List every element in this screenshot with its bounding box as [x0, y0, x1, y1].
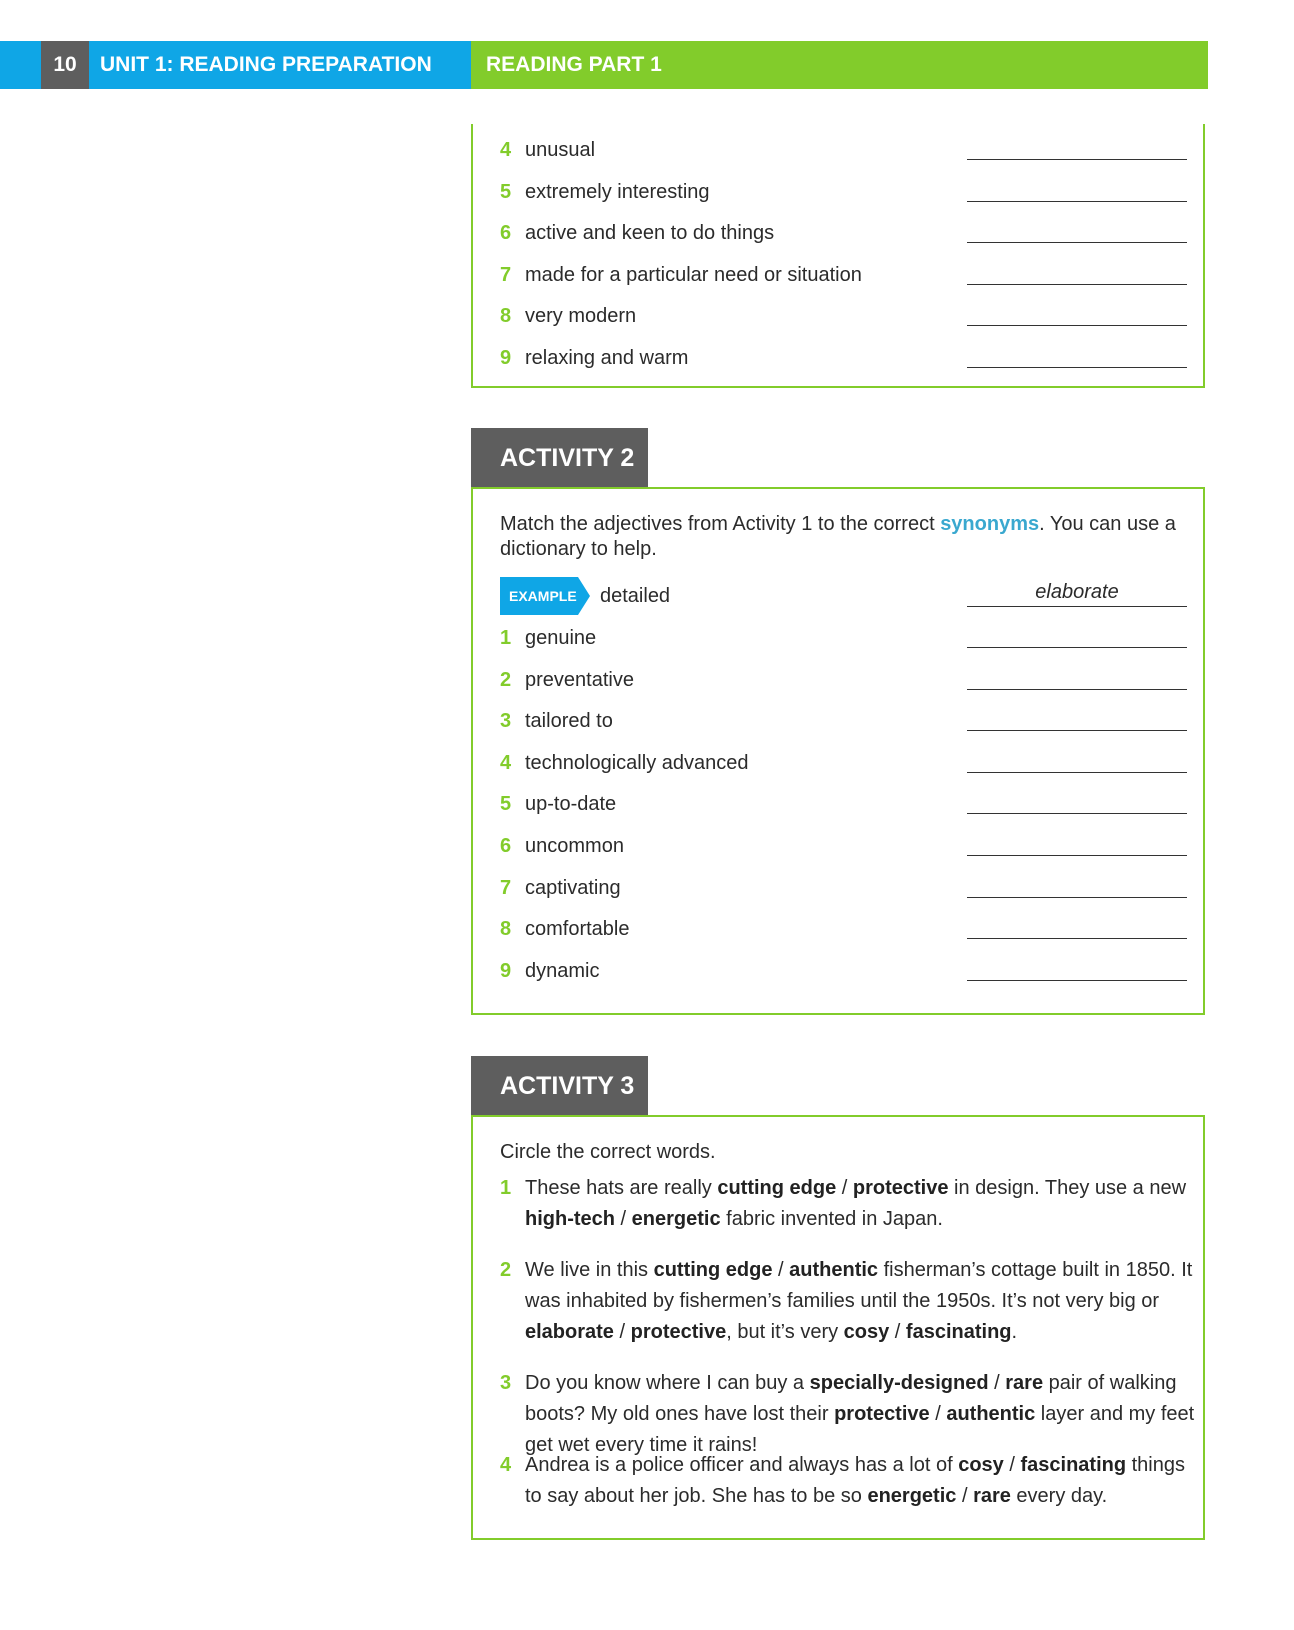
item-number: 5 — [500, 793, 512, 816]
sentence-text: These hats are really — [525, 1177, 718, 1199]
answer-line[interactable] — [967, 813, 1187, 814]
item-number: 5 — [500, 180, 512, 203]
sentence-text: / — [929, 1403, 947, 1425]
word-option[interactable]: elaborate — [525, 1321, 614, 1343]
word-option[interactable]: fascinating — [905, 1321, 1012, 1343]
activity3-instruction: Circle the correct words. — [500, 1141, 716, 1163]
sentence-text: things to say about her job. She has to be so — [525, 1454, 1185, 1507]
activity3-title: ACTIVITY 3 — [471, 1056, 648, 1116]
word-option[interactable]: cosy — [958, 1454, 1004, 1476]
word-option[interactable]: protective — [630, 1321, 727, 1343]
item-text: made for a particular need or situation — [525, 263, 862, 286]
sentence-item — [525, 1173, 1195, 1235]
activity2-title: ACTIVITY 2 — [471, 428, 648, 488]
sentence-text: / — [988, 1372, 1006, 1394]
answer-line[interactable] — [967, 325, 1187, 326]
word-option[interactable]: high-tech — [525, 1208, 615, 1230]
answer-line[interactable] — [967, 938, 1187, 939]
word-option[interactable]: protective — [834, 1403, 930, 1425]
sentence-text: / — [956, 1485, 974, 1507]
answer-line[interactable] — [967, 897, 1187, 898]
answer-line[interactable] — [967, 855, 1187, 856]
item-number: 1 — [500, 1177, 512, 1199]
synonyms-highlight: synonyms — [940, 513, 1040, 535]
sentence-text: / — [613, 1321, 631, 1343]
sentence-text: We live in this — [525, 1259, 654, 1281]
sentence-text: every day. — [1010, 1485, 1108, 1507]
item-number: 7 — [500, 876, 512, 899]
sentence-text: fabric invented in Japan. — [720, 1208, 943, 1230]
item-number: 6 — [500, 835, 512, 857]
example-answer-line — [967, 606, 1187, 607]
item-text: relaxing and warm — [525, 347, 689, 369]
item-text: genuine — [525, 627, 597, 649]
item-number: 9 — [500, 347, 512, 369]
answer-line[interactable] — [967, 772, 1187, 773]
answer-line[interactable] — [967, 284, 1187, 285]
sentence-text: pair of walking boots? My old ones have lost their — [525, 1372, 1177, 1425]
sentence-text: Andrea is a police officer and always has a lot of — [525, 1454, 959, 1476]
word-option[interactable]: protective — [852, 1177, 949, 1199]
word-option[interactable]: rare — [973, 1485, 1011, 1507]
sentence-text: in design. They use a new — [948, 1177, 1187, 1199]
sentence-text: / — [1003, 1454, 1021, 1476]
answer-line[interactable] — [967, 647, 1187, 648]
word-option[interactable]: cutting edge — [717, 1177, 837, 1199]
activity2-instruction — [500, 512, 1180, 562]
word-option[interactable]: specially-designed — [809, 1372, 989, 1394]
answer-line[interactable] — [967, 367, 1187, 368]
item-text: unusual — [525, 139, 596, 161]
word-option[interactable]: cosy — [843, 1321, 890, 1343]
example-badge — [500, 577, 590, 615]
sentence-text: fisherman’s cottage built in 1850. It was inhabited by fishermen’s families until the 1950s. It’s not very big or — [525, 1259, 1193, 1312]
item-number: 3 — [500, 710, 512, 733]
item-number: 7 — [500, 263, 512, 286]
answer-line[interactable] — [967, 730, 1187, 731]
instruction-text-end: . You can use a dictionary to help. — [500, 513, 1176, 560]
item-number: 4 — [500, 1454, 512, 1476]
item-number: 8 — [500, 305, 512, 328]
item-number: 2 — [500, 668, 512, 691]
item-text: technologically advanced — [525, 751, 749, 774]
sentence-text: / — [615, 1208, 632, 1230]
item-text: comfortable — [525, 918, 630, 941]
example-word: detailed — [600, 585, 671, 607]
item-text: captivating — [525, 876, 621, 899]
sentence-text: , but it’s very — [726, 1321, 844, 1343]
word-option[interactable]: rare — [1005, 1372, 1044, 1394]
sentence-item — [525, 1450, 1195, 1512]
sentence-text: layer and my feet get wet every time it rains! — [525, 1403, 1195, 1456]
sentence-item — [525, 1255, 1195, 1348]
word-option[interactable]: energetic — [867, 1485, 957, 1507]
sentence-text: / — [772, 1259, 790, 1281]
unit-title: UNIT 1: READING PREPARATION — [100, 53, 432, 76]
example-answer: elaborate — [1035, 581, 1119, 603]
word-option[interactable]: energetic — [631, 1208, 721, 1230]
section-title: READING PART 1 — [486, 53, 662, 76]
sentence-item — [525, 1368, 1195, 1461]
example-label: EXAMPLE — [509, 588, 577, 604]
item-number: 3 — [500, 1372, 512, 1394]
page-header — [0, 41, 1208, 89]
item-number: 2 — [500, 1259, 512, 1281]
word-option[interactable]: cutting edge — [653, 1259, 773, 1281]
item-number: 6 — [500, 222, 512, 245]
answer-line[interactable] — [967, 242, 1187, 243]
instruction-text: Match the adjectives from Activity 1 to the correct — [500, 513, 941, 535]
item-number: 4 — [500, 751, 512, 774]
item-text: extremely interesting — [525, 180, 710, 203]
sentence-text: / — [836, 1177, 853, 1199]
item-text: up-to-date — [525, 793, 617, 816]
answer-line[interactable] — [967, 159, 1187, 160]
item-number: 1 — [500, 627, 512, 649]
sentence-text: . — [1011, 1321, 1018, 1343]
word-option[interactable]: authentic — [946, 1403, 1036, 1425]
item-text: tailored to — [525, 710, 613, 733]
answer-line[interactable] — [967, 689, 1187, 690]
item-text: very modern — [525, 305, 637, 328]
item-number: 9 — [500, 959, 512, 982]
item-text: dynamic — [525, 959, 600, 982]
sentence-text: / — [889, 1321, 906, 1343]
word-option[interactable]: authentic — [789, 1259, 879, 1281]
answer-line[interactable] — [967, 980, 1187, 981]
item-text: preventative — [525, 668, 634, 691]
item-number: 4 — [500, 139, 512, 161]
item-number: 8 — [500, 918, 512, 941]
item-text: uncommon — [525, 835, 624, 857]
page-number: 10 — [41, 41, 89, 89]
sentence-text: Do you know where I can buy a — [525, 1372, 810, 1394]
word-option[interactable]: fascinating — [1020, 1454, 1127, 1476]
answer-line[interactable] — [967, 201, 1187, 202]
item-text: active and keen to do things — [525, 222, 775, 245]
